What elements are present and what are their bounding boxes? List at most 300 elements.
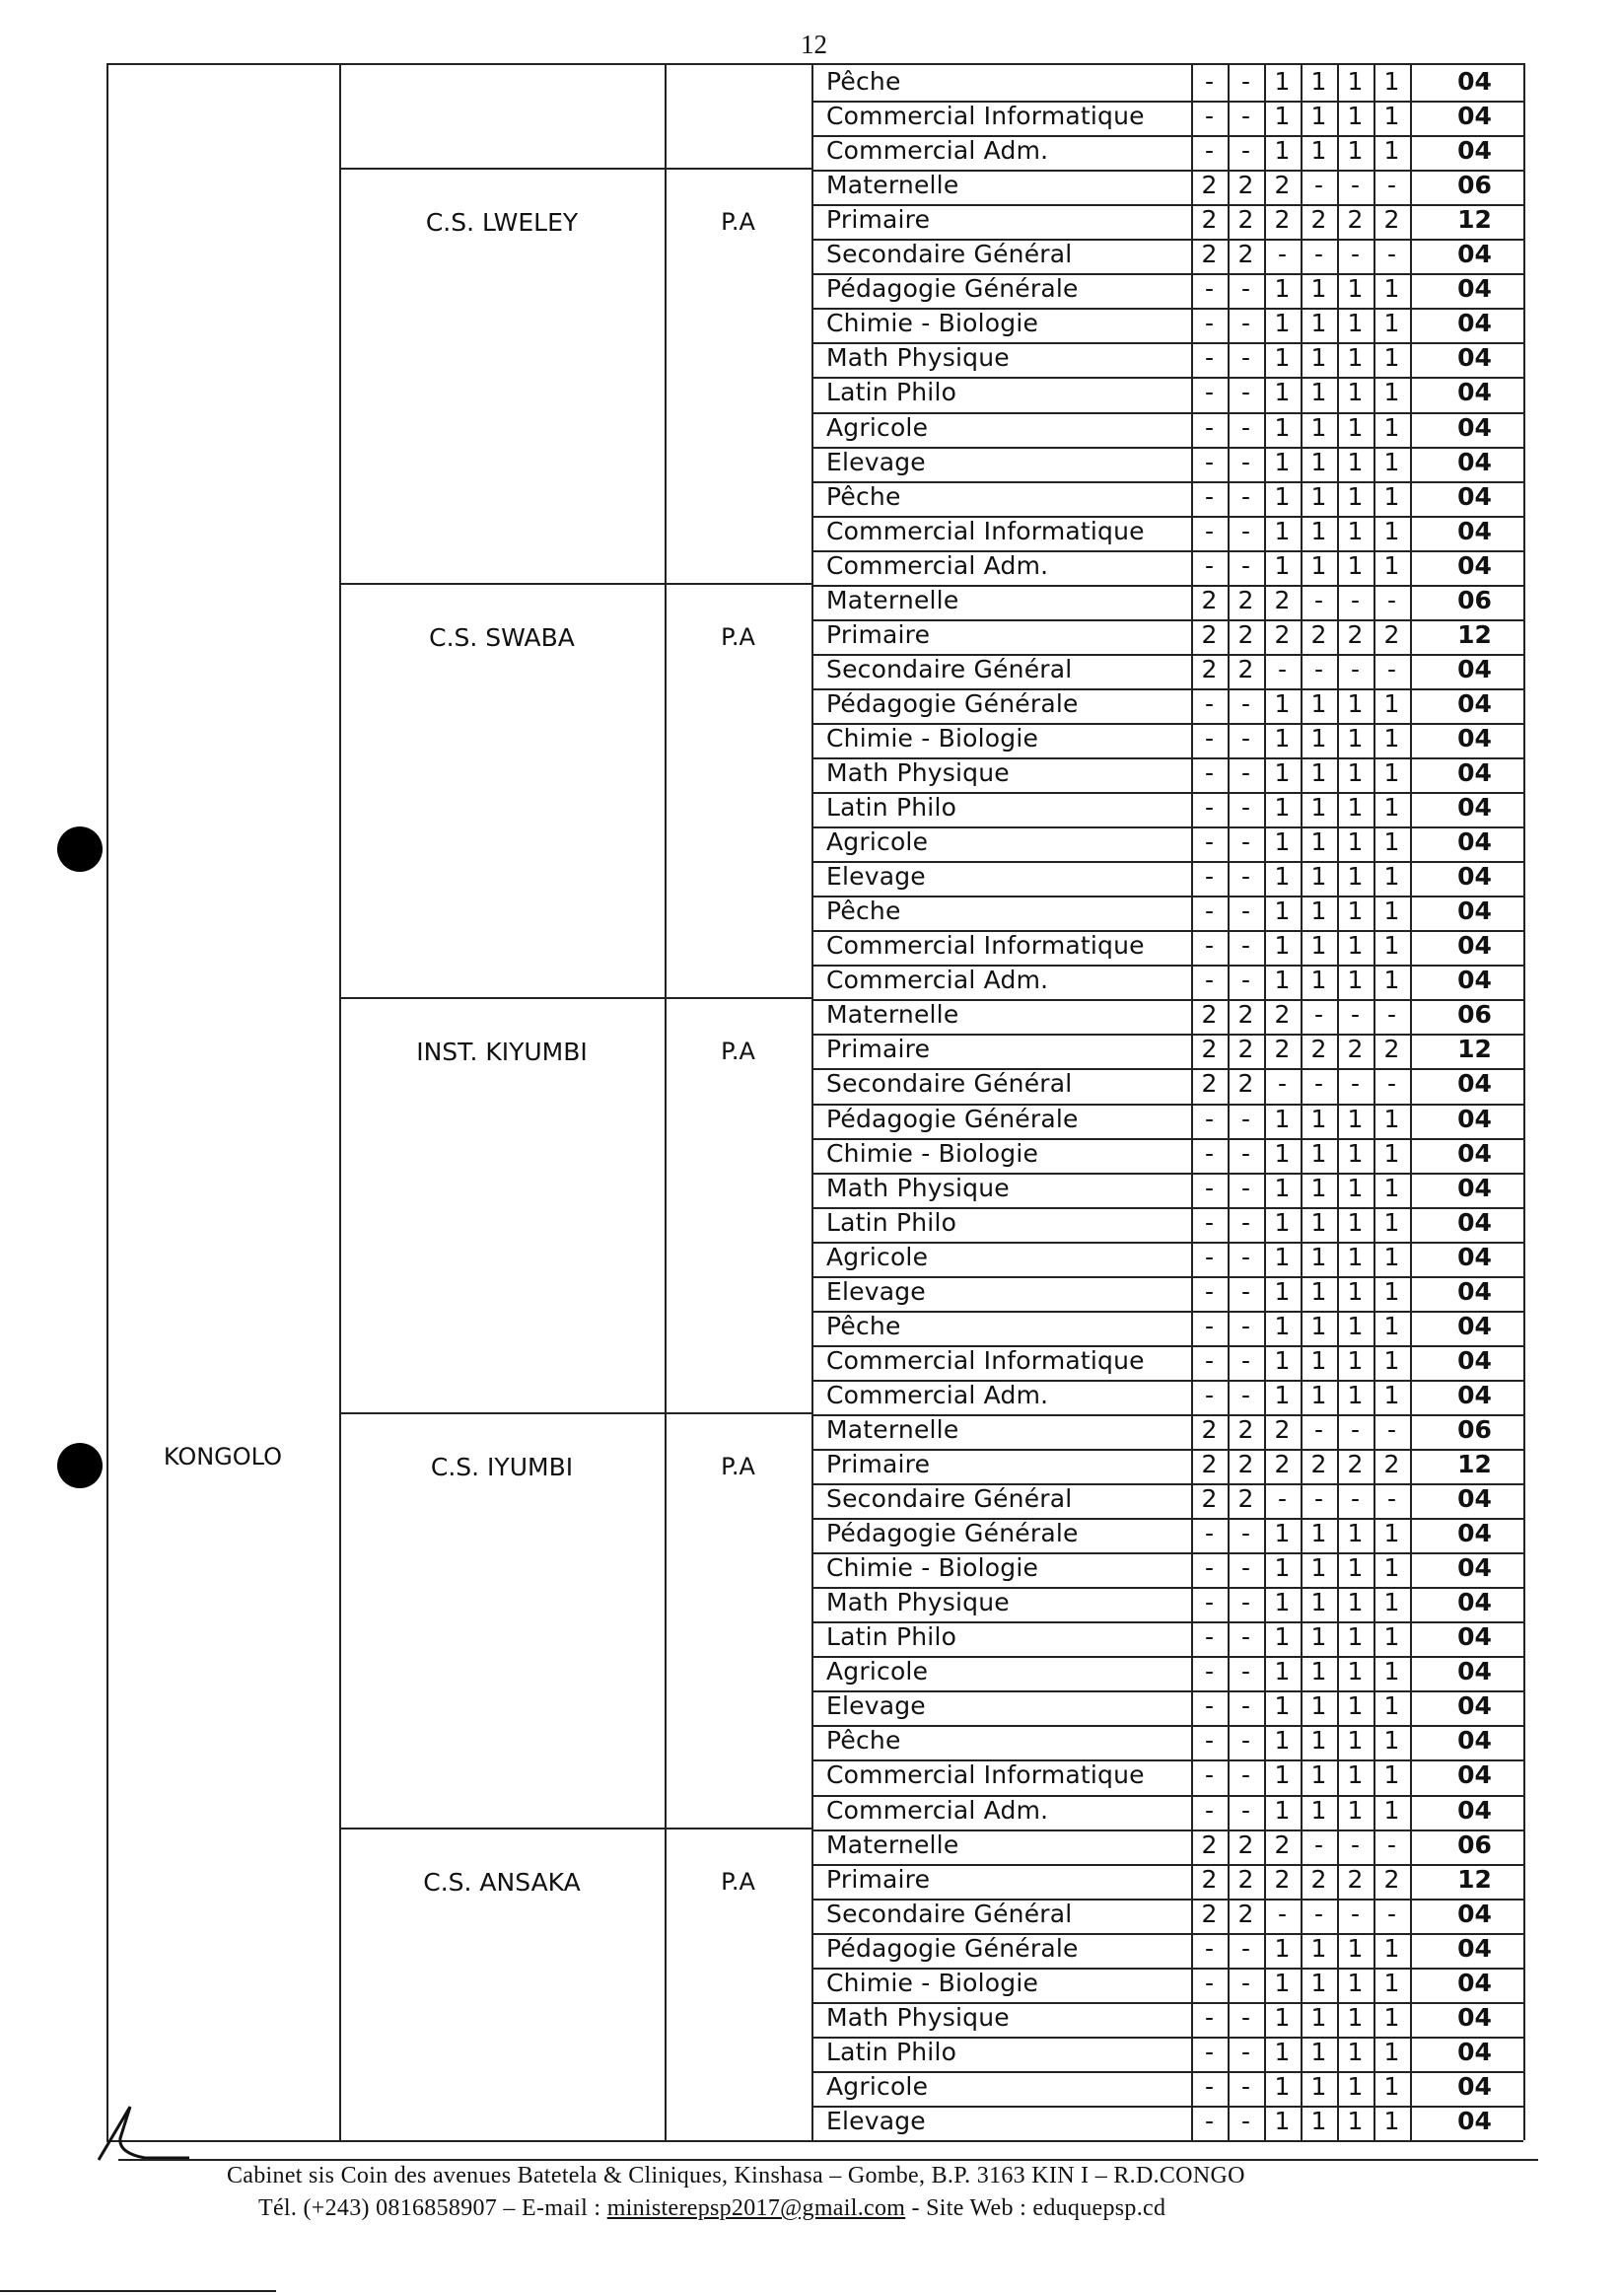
class-count-cell: 1 (1274, 274, 1291, 304)
total-cell: 12 (1457, 1450, 1492, 1478)
option-label: Pêche (826, 1726, 901, 1756)
class-count-cell: - (1240, 2106, 1251, 2135)
class-count-cell: 2 (1274, 1035, 1291, 1064)
class-count-cell: 2 (1201, 1899, 1218, 1928)
class-count-cell: 1 (1310, 343, 1327, 373)
class-count-cell: 1 (1347, 1311, 1364, 1340)
class-count-cell: 1 (1274, 309, 1291, 338)
class-count-cell: 2 (1201, 1484, 1218, 1514)
class-count-cell: 1 (1274, 516, 1291, 545)
class-count-cell: 1 (1383, 1968, 1400, 1997)
total-cell: 04 (1457, 931, 1492, 961)
option-label: Latin Philo (826, 2037, 957, 2066)
table-row (811, 896, 1523, 930)
class-count-cell: 1 (1347, 481, 1364, 511)
class-count-cell: 2 (1201, 205, 1218, 235)
class-count-cell: - (1204, 309, 1215, 338)
table-row (811, 1656, 1523, 1690)
school-name: C.S. IYUMBI (430, 1453, 574, 1481)
class-count-cell: 1 (1347, 1138, 1364, 1168)
school-group-divider (339, 1828, 811, 1830)
total-cell: 04 (1457, 1622, 1492, 1652)
class-count-cell: - (1240, 516, 1251, 545)
class-count-cell: 1 (1383, 723, 1400, 753)
class-count-cell: 1 (1347, 1588, 1364, 1617)
class-count-cell: 1 (1274, 1138, 1291, 1168)
school-name: C.S. LWELEY (425, 208, 579, 238)
class-count-cell: - (1240, 2037, 1251, 2066)
class-count-cell: 1 (1383, 1657, 1400, 1686)
option-label: Pédagogie Générale (826, 1933, 1079, 1963)
class-count-cell: - (1240, 102, 1251, 131)
class-count-cell: 1 (1347, 1380, 1364, 1409)
class-count-cell: - (1204, 516, 1215, 545)
class-count-cell: 2 (1310, 1450, 1327, 1478)
class-count-cell: - (1240, 343, 1251, 373)
option-label: Latin Philo (826, 1207, 957, 1237)
class-count-cell: 1 (1310, 931, 1327, 961)
class-count-cell: 1 (1383, 1138, 1400, 1168)
option-label: Elevage (826, 2106, 926, 2135)
class-count-cell: 1 (1310, 67, 1327, 96)
option-label: Commercial Adm. (826, 1795, 1049, 1825)
class-count-cell: 1 (1274, 1380, 1291, 1409)
class-count-cell: - (1350, 585, 1361, 614)
class-count-cell: - (1204, 723, 1215, 753)
class-count-cell: - (1204, 412, 1215, 442)
option-label: Pêche (826, 1311, 901, 1340)
class-count-cell: - (1204, 102, 1215, 131)
option-label: Maternelle (826, 1830, 959, 1859)
class-count-cell: 2 (1310, 1035, 1327, 1064)
class-count-cell: - (1204, 1173, 1215, 1202)
class-count-cell: 2 (1310, 619, 1327, 649)
school-regime: P.A (721, 1038, 755, 1066)
class-count-cell: 2 (1201, 1000, 1218, 1030)
class-count-cell: 1 (1310, 1933, 1327, 1963)
total-cell: 04 (1457, 1276, 1492, 1306)
class-count-cell: - (1240, 793, 1251, 823)
class-count-cell: 1 (1274, 2106, 1291, 2135)
class-count-cell: 1 (1383, 1345, 1400, 1375)
option-label: Chimie - Biologie (826, 723, 1039, 753)
class-count-cell: 1 (1310, 827, 1327, 857)
table-row (811, 1518, 1523, 1552)
table-row (811, 1311, 1523, 1345)
class-count-cell: 1 (1274, 2002, 1291, 2032)
class-count-cell: 1 (1310, 1138, 1327, 1168)
total-cell: 04 (1457, 1691, 1492, 1721)
class-count-cell: - (1204, 1276, 1215, 1306)
class-count-cell: - (1204, 793, 1215, 823)
class-count-cell: 1 (1274, 1173, 1291, 1202)
option-label: Chimie - Biologie (826, 1968, 1039, 1997)
class-count-cell: 1 (1310, 1726, 1327, 1756)
option-label: Secondaire Général (826, 1899, 1073, 1928)
option-label: Latin Philo (826, 793, 957, 823)
class-count-cell: 1 (1274, 102, 1291, 131)
class-count-cell: - (1240, 2002, 1251, 2032)
option-label: Math Physique (826, 1173, 1010, 1202)
class-count-cell: 1 (1347, 550, 1364, 580)
class-count-cell: - (1204, 1345, 1215, 1375)
table-row (811, 308, 1523, 342)
class-count-cell: 1 (1383, 102, 1400, 131)
total-cell: 04 (1457, 447, 1492, 476)
option-label: Primaire (826, 205, 931, 235)
total-cell: 04 (1457, 966, 1492, 995)
total-cell: 06 (1457, 1414, 1492, 1444)
total-cell: 04 (1457, 1726, 1492, 1756)
class-count-cell: 1 (1383, 1276, 1400, 1306)
total-cell: 04 (1457, 2037, 1492, 2066)
class-count-cell: 2 (1237, 1899, 1254, 1928)
class-count-cell: 1 (1347, 2106, 1364, 2135)
option-label: Pédagogie Générale (826, 688, 1079, 718)
table-row (811, 619, 1523, 654)
class-count-cell: 1 (1383, 343, 1400, 373)
table-row (811, 826, 1523, 861)
class-count-cell: - (1240, 758, 1251, 787)
class-count-cell: - (1386, 654, 1397, 683)
total-cell: 04 (1457, 793, 1492, 823)
class-count-cell: 2 (1347, 205, 1364, 235)
option-label: Agricole (826, 1242, 929, 1271)
total-cell: 04 (1457, 1311, 1492, 1340)
school-name: C.S. ANSAKA (423, 1867, 581, 1897)
option-label: Maternelle (826, 585, 959, 614)
table-row (811, 2106, 1523, 2140)
class-count-cell: 1 (1383, 931, 1400, 961)
class-count-cell: 1 (1274, 793, 1291, 823)
class-count-cell: 2 (1274, 585, 1291, 614)
class-count-cell: 1 (1383, 827, 1400, 857)
class-count-cell: - (1240, 966, 1251, 995)
class-count-cell: 1 (1383, 2037, 1400, 2066)
class-count-cell: - (1204, 1622, 1215, 1652)
class-count-cell: 1 (1310, 897, 1327, 926)
class-count-cell: 1 (1274, 931, 1291, 961)
total-cell: 04 (1457, 1242, 1492, 1271)
footer-website: - Site Web : eduquepsp.cd (905, 2195, 1166, 2221)
total-cell: 12 (1457, 205, 1492, 235)
class-count-cell: 1 (1347, 274, 1364, 304)
class-count-cell: - (1386, 585, 1397, 614)
class-count-cell: - (1350, 1484, 1361, 1514)
table-row (811, 654, 1523, 688)
table-row (811, 861, 1523, 896)
class-count-cell: 2 (1237, 1000, 1254, 1030)
class-count-cell: 1 (1383, 2071, 1400, 2101)
school-regime: P.A (721, 1867, 755, 1896)
class-count-cell: - (1277, 1899, 1288, 1928)
table-bottom-border (106, 2140, 1523, 2142)
class-count-cell: 1 (1310, 723, 1327, 753)
option-label: Commercial Adm. (826, 1380, 1049, 1409)
class-count-cell: - (1240, 274, 1251, 304)
footer-phone: Tél. (+243) 0816858907 – E-mail : (258, 2195, 607, 2221)
table-row (811, 447, 1523, 481)
class-count-cell: - (1204, 1588, 1215, 1617)
total-cell: 12 (1457, 1035, 1492, 1064)
class-count-cell: 2 (1383, 1864, 1400, 1894)
class-count-cell: 2 (1274, 1864, 1291, 1894)
table-row (811, 930, 1523, 965)
class-count-cell: - (1240, 309, 1251, 338)
class-count-cell: - (1386, 240, 1397, 269)
class-count-cell: - (1204, 447, 1215, 476)
option-label: Maternelle (826, 1000, 959, 1030)
class-count-cell: 2 (1274, 171, 1291, 200)
school-group-divider (339, 997, 811, 999)
class-count-cell: 1 (1274, 1519, 1291, 1548)
option-label: Commercial Informatique (826, 102, 1145, 131)
class-count-cell: 1 (1310, 1519, 1327, 1548)
class-count-cell: 1 (1310, 1173, 1327, 1202)
class-count-cell: 1 (1274, 1207, 1291, 1237)
table-row (811, 1068, 1523, 1103)
class-count-cell: 2 (1274, 1830, 1291, 1859)
class-count-cell: 1 (1383, 862, 1400, 892)
class-count-cell: 1 (1310, 378, 1327, 407)
class-count-cell: 1 (1347, 1622, 1364, 1652)
class-count-cell: - (1240, 1173, 1251, 1202)
table-row (811, 170, 1523, 204)
class-count-cell: - (1204, 1104, 1215, 1133)
table-row (811, 1242, 1523, 1276)
class-count-cell: 1 (1347, 102, 1364, 131)
class-count-cell: 1 (1310, 1657, 1327, 1686)
class-count-cell: - (1240, 723, 1251, 753)
class-count-cell: - (1313, 585, 1324, 614)
table-row (811, 1899, 1523, 1933)
class-count-cell: 2 (1237, 585, 1254, 614)
option-label: Primaire (826, 1035, 931, 1064)
page-number: 12 (801, 30, 827, 59)
total-cell: 04 (1457, 1553, 1492, 1583)
class-count-cell: 1 (1383, 274, 1400, 304)
class-count-cell: 1 (1347, 447, 1364, 476)
class-count-cell: 1 (1310, 102, 1327, 131)
class-count-cell: 1 (1383, 1553, 1400, 1583)
class-count-cell: 1 (1274, 862, 1291, 892)
class-count-cell: - (1313, 171, 1324, 200)
class-count-cell: - (1204, 688, 1215, 718)
table-row (811, 2002, 1523, 2037)
class-count-cell: - (1240, 1242, 1251, 1271)
class-count-cell: 1 (1310, 2071, 1327, 2101)
class-count-cell: - (1240, 1760, 1251, 1790)
table-row (811, 585, 1523, 619)
column-divider (339, 63, 341, 2140)
total-cell: 04 (1457, 2002, 1492, 2032)
class-count-cell: 2 (1201, 1830, 1218, 1859)
option-label: Elevage (826, 1276, 926, 1306)
class-count-cell: 1 (1310, 1588, 1327, 1617)
class-count-cell: 1 (1310, 2106, 1327, 2135)
class-count-cell: - (1204, 1207, 1215, 1237)
class-count-cell: - (1204, 2002, 1215, 2032)
school-regime: P.A (721, 622, 755, 651)
class-count-cell: - (1240, 1933, 1251, 1963)
table-row (811, 1483, 1523, 1518)
class-count-cell: - (1240, 1657, 1251, 1686)
option-label: Pédagogie Générale (826, 1519, 1079, 1548)
table-row (811, 1138, 1523, 1173)
total-cell: 04 (1457, 1795, 1492, 1825)
class-count-cell: - (1204, 378, 1215, 407)
class-count-cell: 1 (1310, 1104, 1327, 1133)
class-count-cell: 1 (1347, 343, 1364, 373)
total-cell: 04 (1457, 516, 1492, 545)
total-cell: 04 (1457, 481, 1492, 511)
class-count-cell: 1 (1347, 1173, 1364, 1202)
table-row (811, 1449, 1523, 1483)
column-divider (1523, 63, 1525, 2140)
option-label: Pédagogie Générale (826, 1104, 1079, 1133)
signature-mark (91, 2099, 199, 2168)
class-count-cell: 1 (1274, 966, 1291, 995)
class-count-cell: - (1240, 1311, 1251, 1340)
class-count-cell: 1 (1274, 2071, 1291, 2101)
class-count-cell: 1 (1383, 67, 1400, 96)
class-count-cell: 1 (1310, 688, 1327, 718)
class-count-cell: - (1204, 966, 1215, 995)
class-count-cell: 1 (1347, 67, 1364, 96)
class-count-cell: - (1240, 1519, 1251, 1548)
class-count-cell: 1 (1347, 897, 1364, 926)
class-count-cell: - (1204, 550, 1215, 580)
class-count-cell: 1 (1383, 378, 1400, 407)
class-count-cell: 1 (1383, 516, 1400, 545)
class-count-cell: - (1240, 1968, 1251, 1997)
table-row (811, 66, 1523, 101)
class-count-cell: 1 (1310, 1207, 1327, 1237)
class-count-cell: 1 (1274, 688, 1291, 718)
class-count-cell: 1 (1274, 343, 1291, 373)
class-count-cell: 1 (1347, 2071, 1364, 2101)
class-count-cell: 1 (1274, 1933, 1291, 1963)
class-count-cell: 1 (1310, 1380, 1327, 1409)
total-cell: 04 (1457, 378, 1492, 407)
class-count-cell: - (1313, 1830, 1324, 1859)
column-divider (1228, 63, 1230, 2140)
class-count-cell: - (1204, 274, 1215, 304)
class-count-cell: - (1350, 1069, 1361, 1099)
table-row (811, 2037, 1523, 2071)
option-label: Agricole (826, 1657, 929, 1686)
class-count-cell: 2 (1201, 1414, 1218, 1444)
class-count-cell: 1 (1383, 1173, 1400, 1202)
class-count-cell: - (1240, 1691, 1251, 1721)
table-row (811, 1864, 1523, 1899)
class-count-cell: 1 (1347, 1760, 1364, 1790)
class-count-cell: - (1350, 1414, 1361, 1444)
total-cell: 04 (1457, 1899, 1492, 1928)
class-count-cell: 1 (1347, 1968, 1364, 1997)
option-label: Chimie - Biologie (826, 1553, 1039, 1583)
table-row (811, 342, 1523, 377)
table-row (811, 688, 1523, 723)
class-count-cell: 2 (1274, 1414, 1291, 1444)
class-count-cell: - (1313, 1414, 1324, 1444)
class-count-cell: 2 (1237, 1414, 1254, 1444)
option-label: Agricole (826, 2071, 929, 2101)
class-count-cell: - (1386, 1484, 1397, 1514)
option-label: Latin Philo (826, 378, 957, 407)
column-divider (811, 63, 813, 2140)
option-label: Secondaire Général (826, 240, 1073, 269)
class-count-cell: - (1204, 1553, 1215, 1583)
class-count-cell: 1 (1383, 1933, 1400, 1963)
class-count-cell: - (1240, 136, 1251, 166)
class-count-cell: 1 (1383, 2002, 1400, 2032)
total-cell: 04 (1457, 1138, 1492, 1168)
class-count-cell: 1 (1274, 2037, 1291, 2066)
table-row (811, 377, 1523, 411)
binder-hole-mark (57, 826, 103, 872)
total-cell: 04 (1457, 897, 1492, 926)
class-count-cell: - (1204, 1242, 1215, 1271)
class-count-cell: 1 (1274, 136, 1291, 166)
class-count-cell: 1 (1310, 2037, 1327, 2066)
option-label: Pédagogie Générale (826, 274, 1079, 304)
class-count-cell: 1 (1347, 1795, 1364, 1825)
class-count-cell: - (1313, 1069, 1324, 1099)
class-count-cell: - (1204, 1657, 1215, 1686)
class-count-cell: - (1240, 1795, 1251, 1825)
class-count-cell: 1 (1383, 966, 1400, 995)
class-count-cell: 1 (1310, 1622, 1327, 1652)
column-divider (1264, 63, 1266, 2140)
total-cell: 04 (1457, 1657, 1492, 1686)
class-count-cell: 1 (1347, 1207, 1364, 1237)
class-count-cell: 1 (1347, 1104, 1364, 1133)
footer-address: Cabinet sis Coin des avenues Batetela & Cliniques, Kinshasa – Gombe, B.P. 3163 KIN I – R.D.CONGO (227, 2163, 1245, 2188)
class-count-cell: 2 (1347, 1864, 1364, 1894)
class-count-cell: 1 (1347, 827, 1364, 857)
class-count-cell: - (1204, 862, 1215, 892)
class-count-cell: 2 (1201, 619, 1218, 649)
class-count-cell: 1 (1274, 1760, 1291, 1790)
class-count-cell: 2 (1201, 1864, 1218, 1894)
class-count-cell: 1 (1310, 481, 1327, 511)
class-count-cell: 1 (1310, 1760, 1327, 1790)
class-count-cell: 2 (1237, 654, 1254, 683)
class-count-cell: 1 (1310, 1311, 1327, 1340)
total-cell: 04 (1457, 274, 1492, 304)
class-count-cell: 1 (1347, 412, 1364, 442)
column-divider (1373, 63, 1375, 2140)
school-group-divider (339, 168, 811, 170)
class-count-cell: 1 (1274, 827, 1291, 857)
footer-rule (118, 2159, 1538, 2161)
class-count-cell: 1 (1310, 1691, 1327, 1721)
class-count-cell: 1 (1347, 1691, 1364, 1721)
option-label: Secondaire Général (826, 654, 1073, 683)
class-count-cell: 1 (1274, 1311, 1291, 1340)
class-count-cell: 1 (1347, 1553, 1364, 1583)
total-cell: 04 (1457, 1069, 1492, 1099)
class-count-cell: 1 (1383, 1588, 1400, 1617)
class-count-cell: - (1240, 2071, 1251, 2101)
footer-email-link[interactable]: ministerepsp2017@gmail.com (606, 2195, 906, 2221)
option-label: Chimie - Biologie (826, 309, 1039, 338)
class-count-cell: 1 (1347, 931, 1364, 961)
total-cell: 04 (1457, 1933, 1492, 1963)
class-count-cell: 2 (1347, 1450, 1364, 1478)
school-regime: P.A (721, 1453, 755, 1480)
